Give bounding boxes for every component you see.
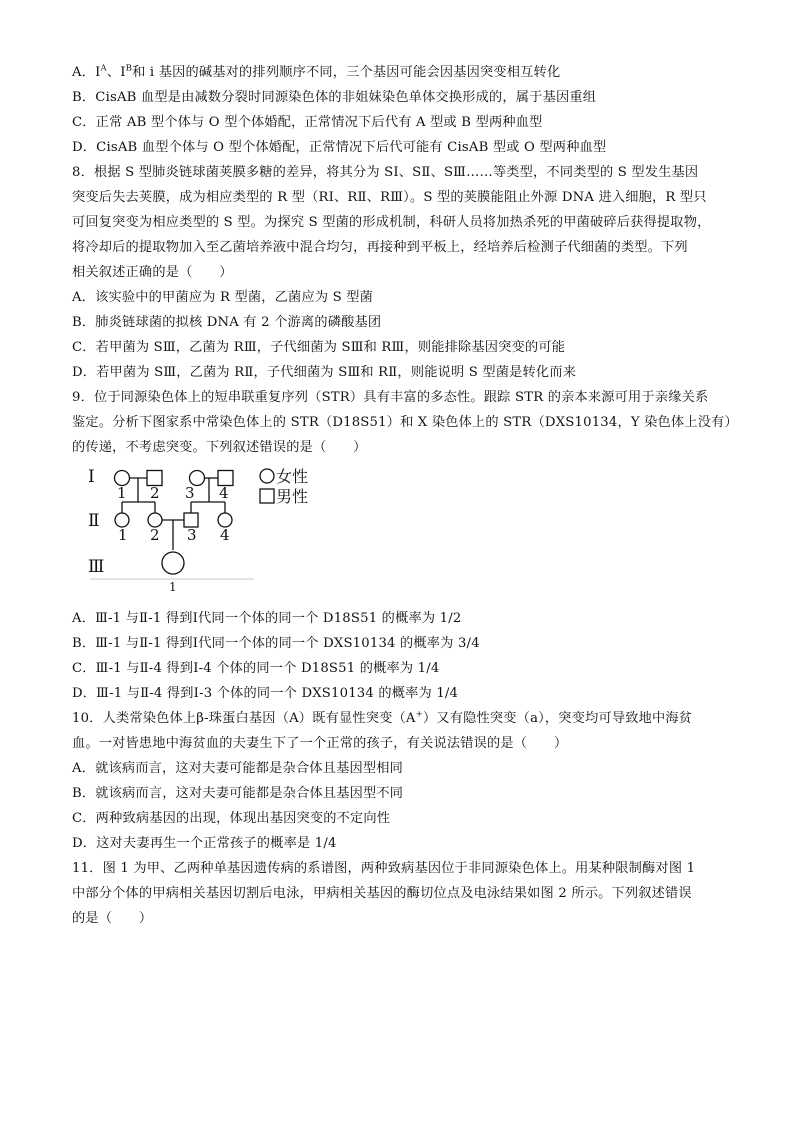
q7-option-b: B．CisAB 血型是由减数分裂时同源染色体的非姐妹染色单体交换形成的，属于基因重组 (72, 90, 597, 105)
num-I-1: 1 (117, 484, 127, 502)
q7-option-d: D．CisAB 血型个体与 O 型个体婚配，正常情况下后代可能有 CisAB 型或 O 型两种血型 (72, 140, 607, 155)
num-III-1: 1 (169, 580, 177, 594)
legend-female-icon (260, 469, 274, 483)
q9-option-c: C．Ⅲ-1 与Ⅱ-4 得到Ⅰ-4 个体的同一个 D18S51 的概率为 1/4 (72, 661, 440, 676)
female-symbol-II-4 (218, 513, 232, 527)
num-I-2: 2 (150, 484, 160, 502)
q9-option-d: D．Ⅲ-1 与Ⅱ-4 得到Ⅰ-3 个体的同一个 DXS10134 的概率为 1/4 (72, 686, 459, 701)
num-II-3: 3 (187, 526, 197, 544)
q10-option-a: A．就该病而言，这对夫妻可能都是杂合体且基因型相同 (72, 761, 404, 776)
q8-stem-line5: 相关叙述正确的是（ ） (72, 265, 233, 280)
q8-stem-line3: 可回复突变为相应类型的 S 型。为探究 S 型菌的形成机制，科研人员将加热杀死的甲菌破碎后获得提取物， (72, 215, 711, 230)
q9-option-b: B．Ⅲ-1 与Ⅱ-1 得到Ⅰ代同一个体的同一个 DXS10134 的概率为 3/4 (72, 636, 480, 651)
pedigree-svg (84, 462, 334, 594)
q7-option-a: A．$I^A$、$I^B$和 i 基因的碱基对的排列顺序不同，三个基因可能会因基因突变相互转化 (72, 63, 561, 80)
gen-label-3: Ⅲ (88, 557, 105, 577)
num-II-2: 2 (150, 526, 160, 544)
legend-female-label: 女性 (276, 467, 309, 486)
gen-label-2: Ⅱ (88, 511, 100, 531)
gen-label-1: Ⅰ (88, 467, 95, 487)
q9-option-a: A．Ⅲ-1 与Ⅱ-1 得到Ⅰ代同一个体的同一个 D18S51 的概率为 1/2 (72, 611, 462, 626)
q11-stem-line3: 的是（ ） (72, 911, 153, 926)
pedigree-diagram (84, 462, 334, 594)
q10-option-c: C．两种致病基因的出现，体现出基因突变的不定向性 (72, 811, 391, 826)
q10-stem-line2: 血。一对皆患地中海贫血的夫妻生下了一个正常的孩子，有关说法错误的是（ ） (72, 736, 568, 751)
num-II-4: 4 (220, 526, 230, 544)
female-symbol-III-1 (162, 552, 184, 574)
q8-stem-line2: 突变后失去荚膜，成为相应类型的 R 型（RⅠ、RⅡ、RⅢ）。S 型的荚膜能阻止外源 DNA 进入细胞，R 型只 (72, 190, 707, 205)
num-I-3: 3 (185, 484, 195, 502)
q11-stem-line2: 中部分个体的甲病相关基因切割后电泳，甲病相关基因的酶切位点及电泳结果如图 2 所示。下列叙述错误 (72, 886, 692, 901)
q8-option-c: C．若甲菌为 SⅢ，乙菌为 RⅢ，子代细菌为 SⅢ和 RⅢ，则能排除基因突变的可能 (72, 340, 566, 355)
legend-male-icon (260, 489, 274, 503)
q9-stem-line2: 鉴定。分析下图家系中常染色体上的 STR（D18S51）和 X 染色体上的 STR（DXS10134，Y 染色体上没有） (72, 415, 738, 430)
q10-option-d: D．这对夫妻再生一个正常孩子的概率是 1/4 (72, 836, 337, 851)
q7-option-c: C．正常 AB 型个体与 O 型个体婚配，正常情况下后代有 A 型或 B 型两种血型 (72, 115, 543, 130)
male-symbol-II-3 (184, 513, 198, 527)
q8-option-a: A．该实验中的甲菌应为 R 型菌，乙菌应为 S 型菌 (72, 290, 374, 305)
legend-male-label: 男性 (276, 487, 309, 506)
q8-stem-line4: 将冷却后的提取物加入至乙菌培养液中混合均匀，再接种到平板上，经培养后检测子代细菌的类型。下列 (72, 240, 688, 255)
q8-option-b: B．肺炎链球菌的拟核 DNA 有 2 个游离的磷酸基团 (72, 315, 382, 330)
female-symbol-II-1 (115, 513, 129, 527)
num-II-1: 1 (118, 526, 128, 544)
q10-option-b: B．就该病而言，这对夫妻可能都是杂合体且基因型不同 (72, 786, 404, 801)
q8-stem-line1: 8．根据 S 型肺炎链球菌荚膜多糖的差异，将其分为 SⅠ、SⅡ、SⅢ……等类型，不同类型的 S 型发生基因 (72, 165, 699, 180)
q8-option-d: D．若甲菌为 SⅢ，乙菌为 RⅡ，子代细菌为 SⅢ和 RⅡ，则能说明 S 型菌是转化而来 (72, 365, 577, 380)
female-symbol-II-2 (148, 513, 162, 527)
q9-stem-line1: 9．位于同源染色体上的短串联重复序列（STR）具有丰富的多态性。跟踪 STR 的亲本来源可用于亲缘关系 (72, 390, 709, 405)
q9-stem-line3: 的传递，不考虑突变。下列叙述错误的是（ ） (72, 440, 367, 455)
num-I-4: 4 (219, 484, 229, 502)
q10-stem-line1: 10．人类常染色体上β-珠蛋白基因（A）既有显性突变（A+）又有隐性突变（a），突变均可导致地中海贫 (72, 709, 693, 726)
q11-stem-line1: 11．图 1 为甲、乙两种单基因遗传病的系谱图，两种致病基因位于非同源染色体上。用某种限制酶对图 1 (72, 861, 696, 876)
